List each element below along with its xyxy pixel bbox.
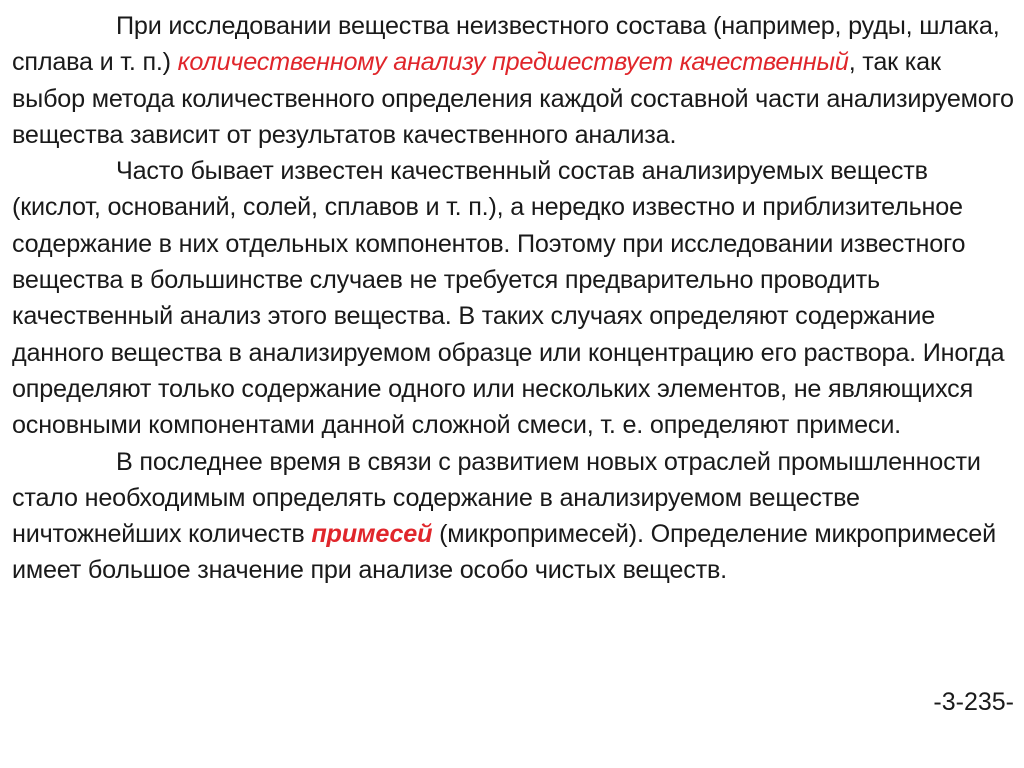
paragraph-1-text-end: , так как выбор метода количественного определения каждой составной части анализируемого вещества зависит от результатов качественного анализа.: [12, 48, 1014, 149]
paragraph-1-highlight: количественному анализу предшествует качественный: [177, 48, 849, 77]
slide-body: [12, 8, 1016, 589]
paragraph-2: Часто бывает известен качественный состав анализируемых веществ (кислот, оснований, солей, сплавов и т. п.), а нередко известно и приблизительное содержание в них отдельных компонентов. Поэтому при исследовании известного вещества в большинстве случаев не требуется предварительно проводить качественный анализ этого вещества. В таких случаях определяют содержание данного вещества в анализируемом образце или концентрацию его раствора. Иногда определяют только содержание одного или нескольких элементов, не являющихся основными компонентами данной сложной смеси, т. е. определяют примеси.: [12, 157, 1005, 440]
paragraph-1: [12, 8, 1016, 153]
paragraph-3-text-end: (микропримесей). Определение микропримесей имеет большое значение при анализе особо чистых веществ.: [12, 520, 996, 585]
paragraph-1-text-start: При исследовании вещества неизвестного состава (например, руды, шлака, сплава и т. п.): [12, 12, 1000, 77]
paragraph-3-highlight: примесей: [311, 520, 433, 549]
page-number: -3-235-: [933, 688, 1014, 716]
paragraph-3: [12, 444, 1016, 589]
paragraph-3-text-start: В последнее время в связи с развитием новых отраслей промышленности стало необходимым определять содержание в анализируемом веществе ничтожнейших количеств: [12, 447, 981, 549]
